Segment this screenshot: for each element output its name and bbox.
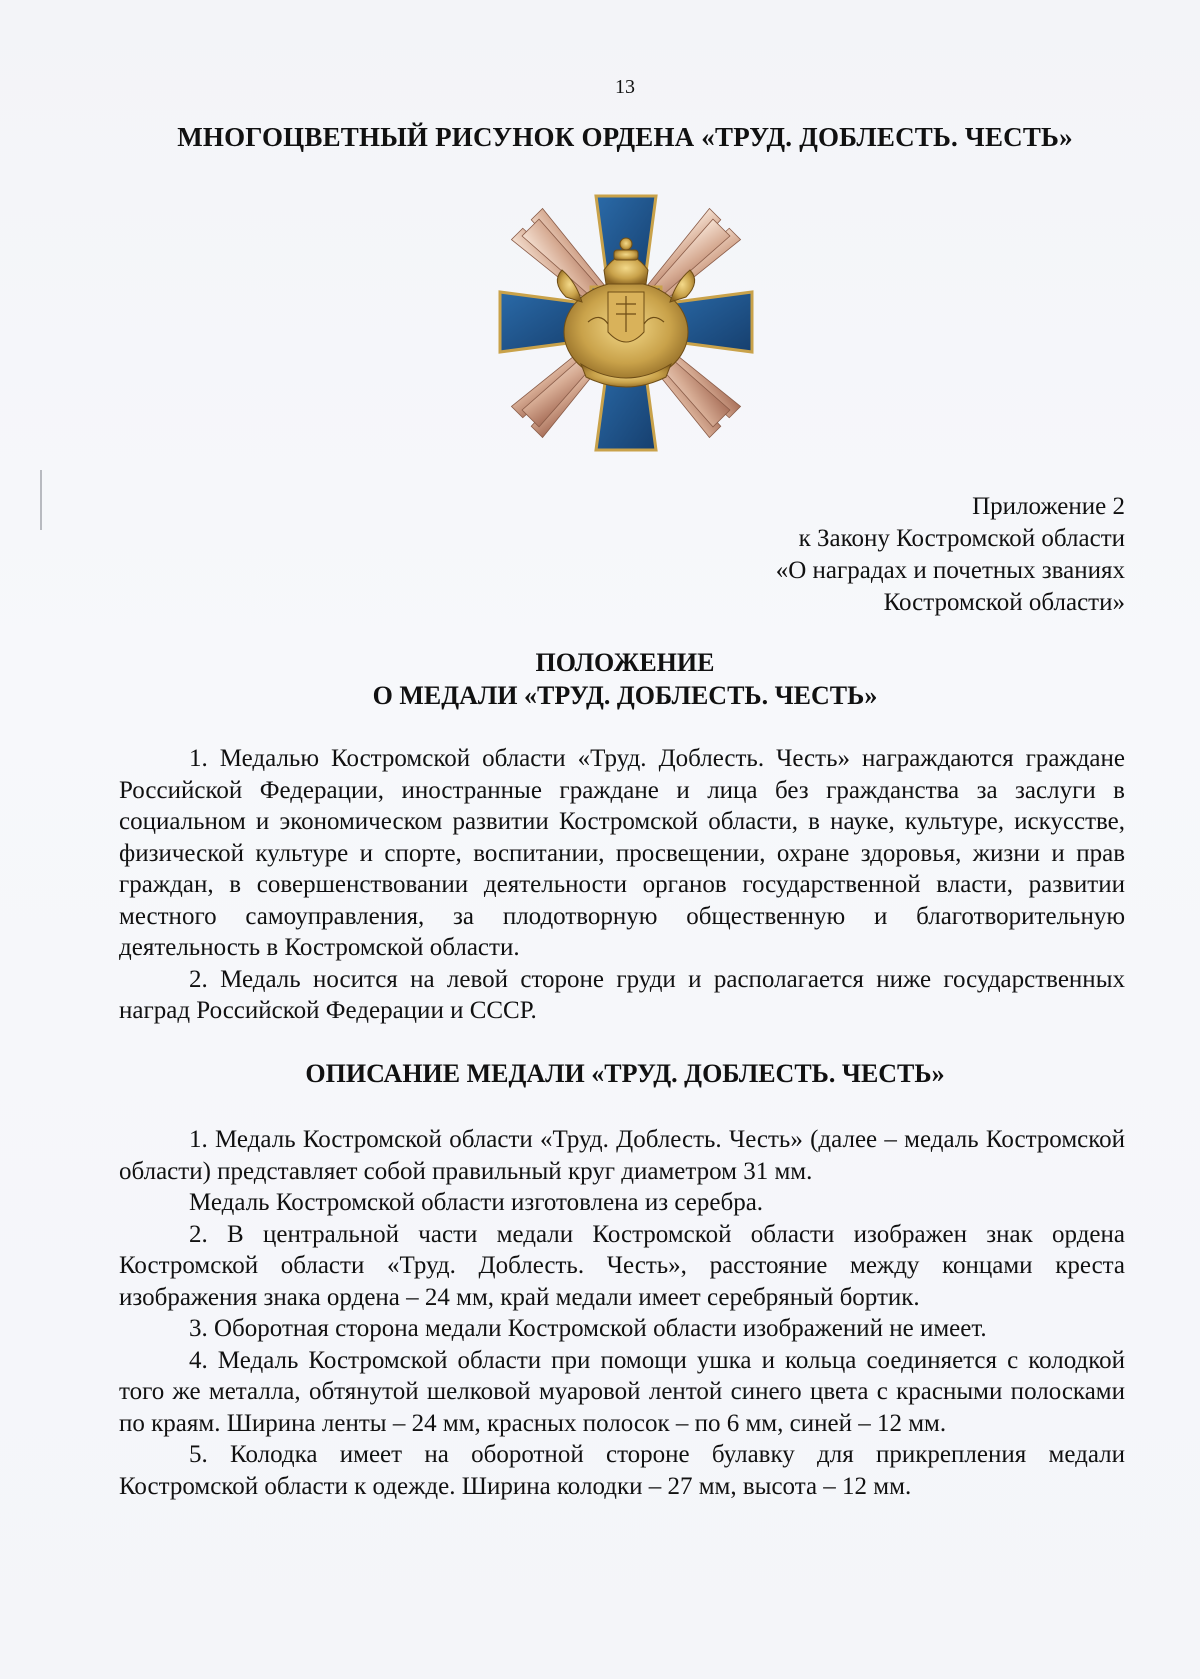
appendix-line: Костромской области» xyxy=(883,589,1125,616)
appendix-reference xyxy=(776,491,1125,619)
scan-artifact xyxy=(40,470,42,530)
regulation-title-line1: ПОЛОЖЕНИЕ xyxy=(535,648,715,677)
paragraph: 1. Медаль Костромской области «Труд. Доблесть. Честь» (далее – медаль Костромской области) представляет собой правильный круг диаметром 31 мм. xyxy=(119,1126,1125,1185)
paragraph: 2. В центральной части медали Костромской области изображен знак ордена Костромской области «Труд. Доблесть. Честь», расстояние между концами креста изображения знака ордена – 24 мм, край медали имеет серебряный бортик. xyxy=(119,1220,1125,1311)
paragraph: 4. Медаль Костромской области при помощи ушка и кольца соединяется с колодкой того же металла, обтянутой шелковой муаровой лентой синего цвета с красными полосками по краям. Ширина ленты – 24 мм, красных полосок – по 6 мм, синей – 12 мм. xyxy=(119,1346,1125,1437)
regulation-text xyxy=(119,743,1125,1027)
paragraph: 5. Колодка имеет на оборотной стороне булавку для прикрепления медали Костромской области к одежде. Ширина колодки – 27 мм, высота – 12 мм. xyxy=(119,1441,1125,1500)
order-badge-image xyxy=(496,192,756,454)
page-title: МНОГОЦВЕТНЫЙ РИСУНОК ОРДЕНА «ТРУД. ДОБЛЕСТЬ. ЧЕСТЬ» xyxy=(177,122,1073,152)
regulation-heading xyxy=(0,646,1200,712)
paragraph: 2. Медаль носится на левой стороне груди и располагается ниже государственных наград Российской Федерации и СССР. xyxy=(119,965,1125,1024)
appendix-line: к Закону Костромской области xyxy=(798,525,1125,552)
regulation-title-line2: О МЕДАЛИ «ТРУД. ДОБЛЕСТЬ. ЧЕСТЬ» xyxy=(372,681,878,710)
paragraph: Медаль Костромской области изготовлена из серебра. xyxy=(189,1189,764,1216)
paragraph: 1. Медалью Костромской области «Труд. Доблесть. Честь» награждаются граждане Российской Федерации, иностранные граждане и лица без гражданства за заслуги в социальном и экономическом развитии Костромской области, в науке, культуре, искусстве, физической культуре и спорте, воспитании, просвещении, охране здоровья, жизни и прав граждан, в совершенствовании деятельности органов государственной власти, развитии местного самоуправления, за плодотворную общественную и благотворительную деятельность в Костромской области. xyxy=(119,745,1125,961)
appendix-line: Приложение 2 xyxy=(972,493,1125,520)
paragraph: 3. Оборотная сторона медали Костромской области изображений не имеет. xyxy=(189,1315,987,1342)
description-title: ОПИСАНИЕ МЕДАЛИ «ТРУД. ДОБЛЕСТЬ. ЧЕСТЬ» xyxy=(305,1059,945,1088)
description-text xyxy=(119,1124,1125,1502)
page-number: 13 xyxy=(615,76,635,98)
appendix-line: «О наградах и почетных званиях xyxy=(775,557,1125,584)
